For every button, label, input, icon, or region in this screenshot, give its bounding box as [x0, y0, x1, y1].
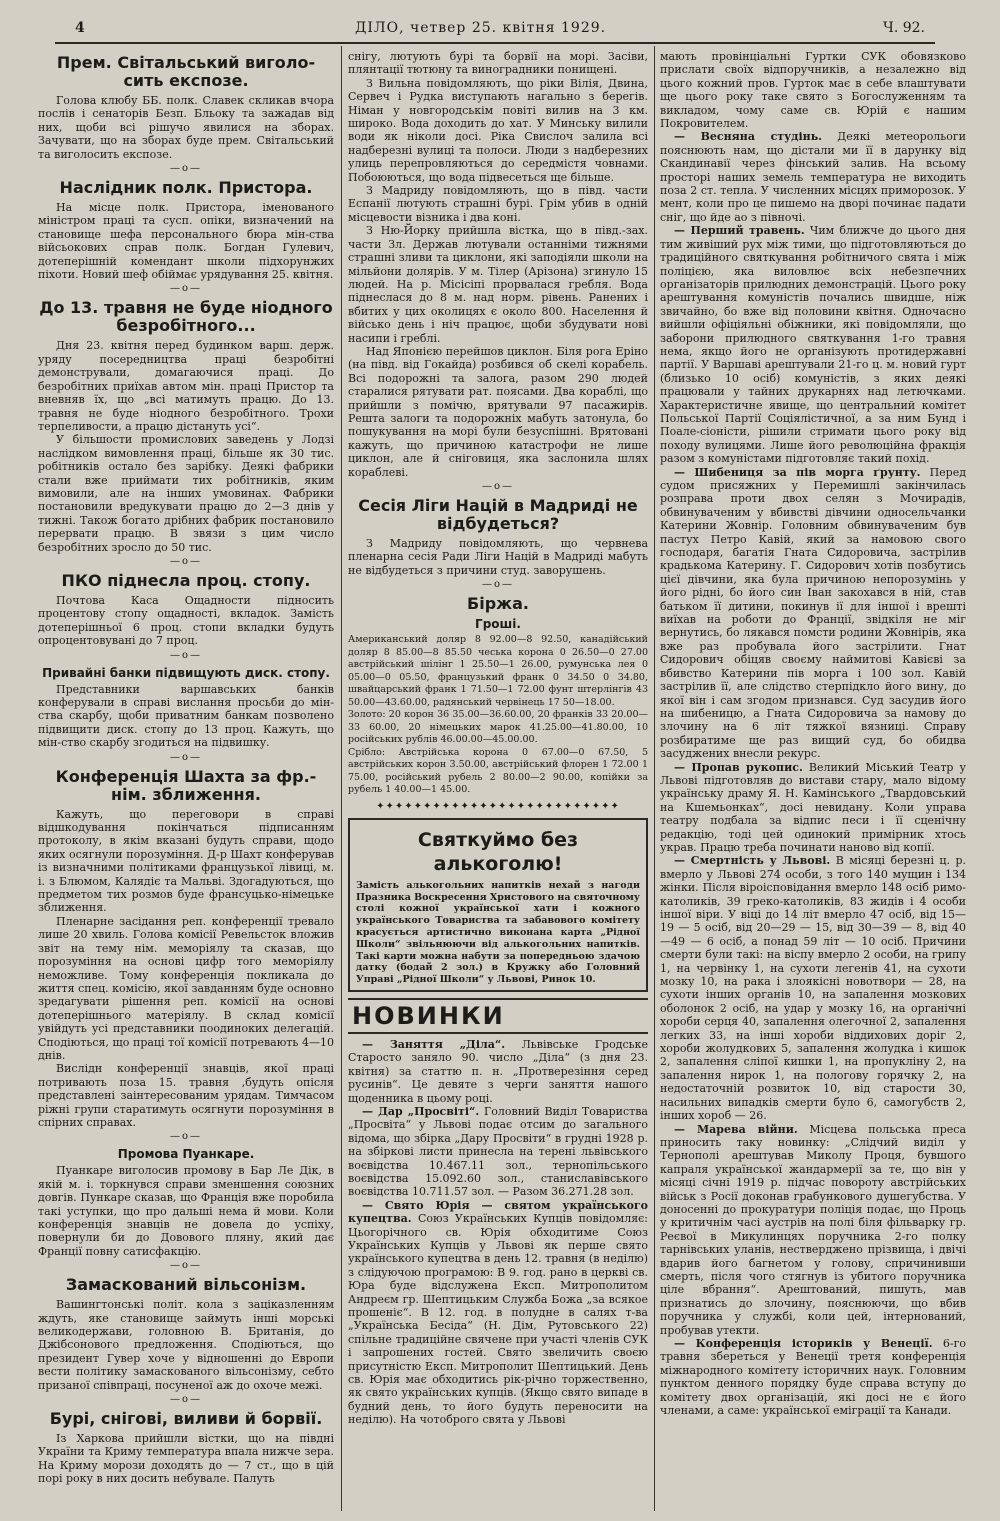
separator: —o— — [169, 163, 203, 175]
page-number: 4 — [75, 20, 85, 36]
article-paragraph: На місце полк. Пристора, іменованого міністром праці та сусп. опіки, визначений на становище шефа персонального бюра мін-ства війсьокових справ полк. Богдан Гулевич, дотеперішній комендант школи підхорунжих піхоти. Новий шеф обіймає урядування 25. квітня. — [38, 201, 334, 282]
article-heading: Наслідник полк. Пристора. — [59, 178, 313, 198]
separator: —o— — [169, 1260, 203, 1272]
article-paragraph: Над Японією перейшов циклон. Біля рога Еріно (на півд. від Гокайда) розбився об скелі корабель. Всі подорожні та залога, разом 290 людей старалися рятувати рат. поясами. Два кораблі, що прийшли з помічю, врятували 97 пасажирів. Решта залоги та подорожніх мабуть затонула, бо пошукування на морі були безуспішні. Врятовані кажуть, що причиною катастрофи не лише циклон, але й сніговиця, яка заслонила шлях кораблеві. — [348, 344, 648, 479]
article — [348, 595, 648, 797]
news-item: — Шибениця за пів морга ґрунту. Перед судом присяжних у Перемишлі закінчилась розправа проти двох селян з Мочирадів, обвинуваченим у вбивстві дівчини односельчанки Катерини Жовнір. Головним обвинуваченим був пастух Петро Кавій, який за намовою свого господаря, багатія Гната Сидоровича, застрілив крадькома Катерину. Г. Сидорович хотів позбутись цієї дівчини, яка була причиною непорозумінь у його рідні, бо його син Іван закохався в ній, став батьком її дитини, покинув ії для іншої і врешті виїхав на роботи до Франції, звідкіля не міг вернутись, бо лякався помсти родини Жовнірів, яка вже раз пробувала його застрілити. Гнат Сидорович обіцяв своєму наймитові Кавієві за вбивство Катерини пів морга і 100 зол. Кавій застрілив її, але слідство стерпідкло його вину, до якої він і сам згодом признався. Суд засудив його на шибеницю, а Гната Сидоровича за намову до злочину на 6 літ тяжкої вязниці. Справу розбиратиме ще раз вищий суд, бо обидва засуджених внесли рекурс. — [660, 465, 966, 761]
news-item-lead: — Марева війни. — [674, 1122, 798, 1136]
separator: —o— — [169, 1394, 203, 1406]
article-paragraph: Почтова Каса Ощадности підносить процентову стопу ощадності, вкладок. Замість дотеперішньої 6 проц. стопи вкладки будуть опроцентовувані до 7 проц. — [38, 593, 334, 648]
separator: —o— — [481, 481, 515, 492]
article-paragraph: З Мадриду повідомляють, що в півд. части Еспанії лютують страшні бурі. Грім убив в одній місцевости візника і два коні. — [348, 184, 648, 224]
ad-text: Замість алькогольних напитків нехай з нагоди Празника Воскресення Христового на святочному столі кожної української хати і кожного українського Товариства та забавового комітету красується артистично виконана карта „Рідної Школи“ звільнюючи від алькогольних напитків. Такі карти можна набути за попередньою здачою датку (бодай 2 зол.) в Кружку або Головний Управі „Рідної Школи“ у Львові, Ринок 10. — [356, 879, 641, 986]
article-heading: Прем. Світальський виголо-сить експозе. — [56, 53, 316, 90]
article-paragraph: Вашингтонські політ. кола з заціказленням ждуть, яке становище займуть інші морські великодержави, головною В. Британія, до Джібсонового предложення. Сподіються, що президент Гувер хоче у відношенні до Европи вести політику замаскованого вільсонізму, себто призаної співпраці, посуненої аж до охоче межі. — [38, 1298, 334, 1392]
news-item: — Заняття „Діла“. Львівське Гродське Старосто заняло 90. число „Діла“ (з дня 23. квітня) за статтю п. н. „Протверезіння серед русинів“. Це девяте з черги заняття нашого щоденника в цьому році. — [348, 1037, 648, 1105]
separator: —o— — [169, 283, 203, 295]
article-heading: Сесія Ліги Націй в Мадриді не відбудеться? — [358, 496, 638, 533]
article — [38, 768, 334, 1130]
separator: —o— — [169, 751, 203, 763]
article — [38, 1276, 334, 1392]
article — [38, 572, 334, 648]
news-item: — Пропав рукопис. Великий Міський Театр у Львові підготовляв до вистави стару, мало відому українську драму Я. Н. Камінського „Твардовський на Кшемьонках“, досі невидану. Коли управа театру подбала за відпис песи і її сценічну редакцію, тоді цей одинокий примірник хтось украв. Працю треба починати наново від копії. — [660, 760, 966, 854]
article-heading: Конференція Шахта за фр.-нім. зближення. — [55, 766, 317, 804]
separator: —o— — [169, 649, 203, 661]
news-item: — Смертність у Львові. В місяці березні ц. р. вмерло у Львові 274 особи, з того 140 мущин і 134 жінки. Після віроісповідання вмерло 148 осіб римо-католиків, 39 греко-католиків, 83 жидів і 4 особи іншої віри. У віці до 14 літ вмерло 47 осіб, від 15—19 — 5 осіб, від 20—29 — 15, від 30—39 — 8, від 40—49 — 6 осіб, а понад 59 літ — 10 осіб. Причини смерти були такі: на віспу вмерло 2 особи, на грипу 1, на червінку 1, на сухоти легенів 41, на сухоти мозку 10, на рака і злоякісні новотвори — 28, на сухоти інших органів 10, на запалення мозкових оболонок 2 осіб, на удар у мозку 16, на органічні хороби серця 40, запалення олегочної 2, запалення легких 33, на інші хороби віддихових доріг 2, хороби жолудкових 5, запалення жолудка і кишок 2, запалення сліпої кишки 1, на пропукліну 2, на запалення нирок 1, на пологову горячку 2, на недостаточній розвиток 10, від старости 30, насильних випадків смерти було 6, самогубств 2, інших хороб — 26. — [660, 854, 966, 1123]
news-item: — Перший травень. Чим ближче до цього дня тим живіший рух між тими, що підготовляються до традиційного святкування робітничого свята і між поліцією, яка виловлює всіх небезпечних організаторів прилюдних демонстрацій. Цього року арештування комуністів почались швидше, ніж звичайно, бо вже від половини квітня. Одночасно вийшли офіціяльні обіжники, які повідомляли, що заборони прилюдного святкування 1-го травня нема, якщо його не організують протидержавні партії. У Варшаві арештували 21-го ц. м. новий гурт (близько 10 осіб) комуністів, з яких деякі працювали у тайних друкарнях над летючками. Характеристичне явище, що центральний комітет Польської Партії Соціялістичної, а за ним Бунд і Поале-сіоністи, рішили стримати цього року від походу вулицями. Лише його революційна фракція разом з комуністами підготовляє такий похід. — [660, 224, 966, 466]
news-item-lead: — Пропав рукопис. — [674, 760, 803, 774]
article-paragraph: З Вильна повідомляють, що ріки Вілія, Двина, Сервеч і Рудка виступають нагально з берегів. Німан у новгородськім повіті вилив на 3 км. широко. Вода доходить до хат. У Минську вилили води як ніколи досі. Ріка Свислоч залила всі надберезні вулиці та полоси. Люди з надберезних улиць перепровляються до середмістя човнами. Побоюються, що вода підвесеться ще більше. — [348, 76, 648, 184]
article — [38, 179, 334, 281]
separator: —o— — [481, 579, 515, 591]
rates-paragraph: Золото: 20 корон 36 35.00—36.60.00, 20 франків 33 20.00—33 60.00, 20 німецьких марок 41.25.00—41.80.00, 10 російських рублів 46.00.00—45.00.00. — [348, 709, 648, 746]
ornament-divider: ✦✦✦✦✦✦✦✦✦✦✦✦✦✦✦✦✦✦✦✦✦✦✦✦✦✦ — [376, 800, 620, 812]
news-item-lead: — Весняна студінь. — [674, 130, 822, 144]
article — [38, 54, 334, 161]
news-item: мають провінціальні Гуртки СУК обовязково прислати своїх відпоручників, а незалежно від цього кожний пров. Гурток має в себе влаштувати ще цього року таке свято з Богослуженням та викладом, чому саме св. Юрій є нашим Покровителем. — [660, 50, 966, 131]
news-item-lead: — Заняття „Діла“. — [362, 1037, 506, 1051]
article-heading: ПКО піднесла проц. стопу. — [61, 570, 311, 590]
article — [38, 666, 334, 750]
news-item-lead: — Конференція істориків у Венеції. — [674, 1337, 933, 1350]
article-paragraph: З Ню-Йорку прийшла вістка, що в півд.-зах. части Зл. Держав лютували останніми тижнями страшні зливи та циклони, які заподіяли школи на мільйони долярів. У м. Тілер (Арізона) згинуло 15 людей. На р. Місісіпі прорвалася гребля. Вода піднеслася до 8 м. над норм. рівень. Ранених і вбитих у цих околицях є около 800. Населення й військо день і ніч працює, щоби збудувати нові насипи і греблі. — [348, 224, 648, 345]
news-item-lead: — Шибениця за пів морга ґрунту. — [674, 465, 921, 479]
article-paragraph: Кажуть, що переговори в справі відшкодування покінчаться підписанням протоколу, в якім вказані будуть справи, щодо яких осягнули порозуміння. Д-р Шахт конферував із визначними політиками французької лівиці, м. і. з Блюмом, Калядіє та Мальві. Здогадуються, що предметом тих розмов буде франсуцько-німецьке зближення. — [38, 807, 334, 915]
news-item: — Весняна студінь. Деякі метеорольоги пояснюють нам, що дістали ми її в дарунку від Скандинавії через фінський залив. На всьому просторі наших земель температура не виходить поза 2 ст. тепла. У численних місцях приморозок. У мент, коли про це пишемо на дворі починає падати сніг, що йде ао з півночі. — [660, 130, 966, 224]
article-paragraph: У більшости промислових заведень у Лодзі наслідком вимовлення праці, більше як 30 тис. робітників остало без зарібку. Деякі фабрики стали вже приймати тих робітників, яким вимовили, але на інших умовинах. Фабрики постановили вредукувати працю до 2—3 днів у тижні. Також богато дрібних фабрик постановило перервати працю. В звязи з цим число безробітних зросло до 50 тис. — [38, 433, 334, 554]
article-paragraph: снігу, лютують бурі та борвії на морі. Засіви, плянтації тютюну та виноградники понищені. — [348, 50, 648, 77]
news-item-lead: — Перший травень. — [674, 224, 805, 238]
article-subheading: Привайні банки підвищують диск. стопу. — [42, 665, 330, 680]
article-subheading: Гроші. — [475, 617, 521, 632]
column-rule — [654, 46, 655, 1511]
article-paragraph: Дня 23. квітня перед будинком варш. держ. уряду посередництва праці безробітні демонстрували, домагаючися праці. До безробітних приїхав автом мін. праці Пристор та вневняв їх, що „всі матимуть працю. До 13. травня не буде ніодного безробітного. Трохи терпеливости, а працю дістануть усі“. — [38, 339, 334, 433]
separator: —o— — [169, 1131, 203, 1143]
article-paragraph: Вислідн конференції знавців, якої праці потривають поза 15. травня ,будуть опісля представлені заінтересованим урядам. Тимчасом ріжні групи старатимуть осягнути порозуміння в спірних справах. — [38, 1062, 334, 1129]
rates-block — [348, 634, 648, 797]
masthead — [55, 20, 935, 44]
article-heading: Біржа. — [467, 594, 529, 614]
article-paragraph: Представники варшавських банків конферували в справі вислання просьби до мін-ства скарбу, щоби приватним банкам позволено підвищити диск. стопу до 13 проц. Кажуть, що мін-ство скарбу згодиться на підвишку. — [38, 682, 334, 750]
news-item: — Свято Юрія — святом українського купецтва. Союз Українських Купців повідомляє: Цьогорічного св. Юрія обходитиме Союз Українських Купців у Львові як перше свято українського купецтва в день 12. травня (в неділю) з слідуючою програмою: В 9. год. рано в церкві св. Юра буде відслужена Експ. Митрополитом Андреєм гр. Шептицьким Служба Божа „за всякое прошеніє“. В 12. год. в полудне в салях т-ва „Українська Бесіда“ (Н. Дім, Рутовського 22) спільне традиційне свячене при участі членів СУК і запрошених гостей. Свято звеличить своєю присутністю Експ. Митрополит Шептицький. День св. Юрія має обходитись рік-річно торжественно, як свято українських купців. (Якщо свято випаде в будний день, то його будуть переносити на неділю). На чотоброго свята у Львові — [348, 1198, 648, 1427]
article — [38, 1410, 334, 1486]
article-paragraph: Із Харкова прийшли вістки, що на півдні України та Криму температура впала нижче зера. На Криму морози доходять до — 7 ст., що в цій порі року в них досить небувале. Палуть — [38, 1432, 334, 1486]
article-paragraph: Голова клюбу ББ. полк. Славек скликав вчора послів і сенаторів Безп. Бльоку та зажадав від них, щоби всі рішучо явилися на зборах. Зачувати, що на зборах буде прем. Світальський та виголосить експозе. — [38, 94, 334, 161]
article — [38, 1147, 334, 1258]
ad-heading: Святкуймо без алькоголю! — [417, 828, 579, 875]
article — [348, 497, 648, 577]
separator: —o— — [169, 555, 203, 567]
column-2 — [348, 50, 648, 1510]
rates-paragraph: Срібло: Австрійська корона 0 67.00—0 67.50, 5 австрійських корон 3.50.00, австрійський флорен 1 72.00 1 75.00, російський рубель 2 80.00—2 90.00, копійки за рубель 1 40.00—1 45.00. — [348, 746, 648, 796]
article-subheading: Промова Пуанкаре. — [117, 1147, 255, 1162]
rates-paragraph: Американський доляр 8 92.00—8 92.50, канадійський доляр 8 85.00—8 85.50 чеська корона 0 26.50—0 27.00 австрійський шілінг 1 25.50—1 26.00, румунська лея 0 05.00—0 05.50, французький франк 0 34.50 0 34.80, швайцарський франк 1 71.50—1 72.00 фунт штерлінгів 43 50.00—43.60.00, радянський червінець 17 50—18.00. — [348, 634, 648, 708]
masthead-title: ДІЛО, четвер 25. квітня 1929. — [355, 20, 607, 36]
news-item: — Конференція істориків у Венеції. 6-го травня збереться у Венеції третя конференція міжнародного комітету історичних наук. Головним пунктом денного порядку буде справа вступу до комітету двох організацій, які досі не є його членами, а саме: української еміграції та Канади. — [660, 1337, 966, 1418]
issue-number: Ч. 92. — [883, 20, 925, 36]
news-section-heading: НОВИНКИ — [348, 998, 648, 1034]
article — [348, 50, 648, 479]
article-paragraph: Пленарне засідання реп. конференції тревало лише 20 хвиль. Голова комісії Ревельсток вложив звіт на тему нім. меморіялу та сказав, що порозуміння на основі цифр того меморіялу неможливе. Тому конференція покликала до життя спец. комісію, якої завданням буде основно зредагувати рішення реп. комісії на основі дотеперішнього матеріялу. В склад комісії увійдуть усі представники поодиноких делегацій. Сподіються, що праці тої комісії потревають 4—10 днів. — [38, 914, 334, 1062]
news-item-lead: — Смертність у Львові. — [674, 854, 831, 868]
column-rule — [341, 46, 342, 1511]
column-1 — [38, 50, 334, 1510]
news-item-lead: — Дар „Просвіті“. — [362, 1104, 480, 1118]
news-item: — Марева війни. Місцева польська преса приносить таку новинку: „Слідчий виділ у Тернополі арештував Миколу Проця, бувшого капраля української жандармерії за те, що він у місяці січні 1919 р. підчас повороту австрійських військ з Росії доконав грабункового душегубства. У доносенні до прокуратури поліція подає, що Проць у критичнім часі аустрів на полі біля фільварку гр. Реєвої в Микулинцях поручника 2-го полку тарнівських уланів, нестверджено прізвища, і двічі вдарив його багнетом у голову, спричинивши смерть, після чого стягнув із убитого поручника цілe вбрання“. Арештований, пишуть, мав признатись до злочину, пояснюючи, що вбив поручника у службі, коли цей, інтернований, пробував утекти. — [660, 1122, 966, 1337]
article-heading: До 13. травня не буде ніодного безробітного... — [39, 298, 333, 336]
news-item: — Дар „Просвіті“. Головний Виділ Товариства „Просвіта“ у Львові подає отсим до загального відома, що збірка „Дару Просвіти“ в грудні 1928 р. на збіркові листи принесла на терені львівського воєвідства 10.467.11 зол., тернопільського воєвідства 15.092.60 зол., станиславівського воєвідства 10.711.57 зол. — Разом 36.271.28 зол. — [348, 1104, 648, 1199]
article-paragraph: Пуанкаре виголосив промову в Бар Ле Дік, в якій м. і. торкнувся справи зменшення союзних довгів. Пункаре сказав, що Франція вже поробила такі уступки, що про дальші нема й мови. Коли конференція знавців не довела до успіху, повернули би до Довового пляну, який дає Франції повну сатисфакцію. — [38, 1164, 334, 1258]
article-heading: Бурі, снігові, виливи й борвії. — [49, 1409, 323, 1429]
article — [38, 299, 334, 554]
column-3 — [660, 50, 966, 1510]
news-item-lead: — Свято Юрія — святом українського купецтва. — [348, 1198, 648, 1226]
article-heading: Замаскований вільсонізм. — [65, 1275, 307, 1295]
article-paragraph: З Мадриду повідомляють, що червнева пленарна сесія Ради Ліги Націй в Мадриді мабуть не відбудеться з причини студ. заворушень. — [348, 537, 648, 577]
ad-box — [348, 818, 648, 992]
